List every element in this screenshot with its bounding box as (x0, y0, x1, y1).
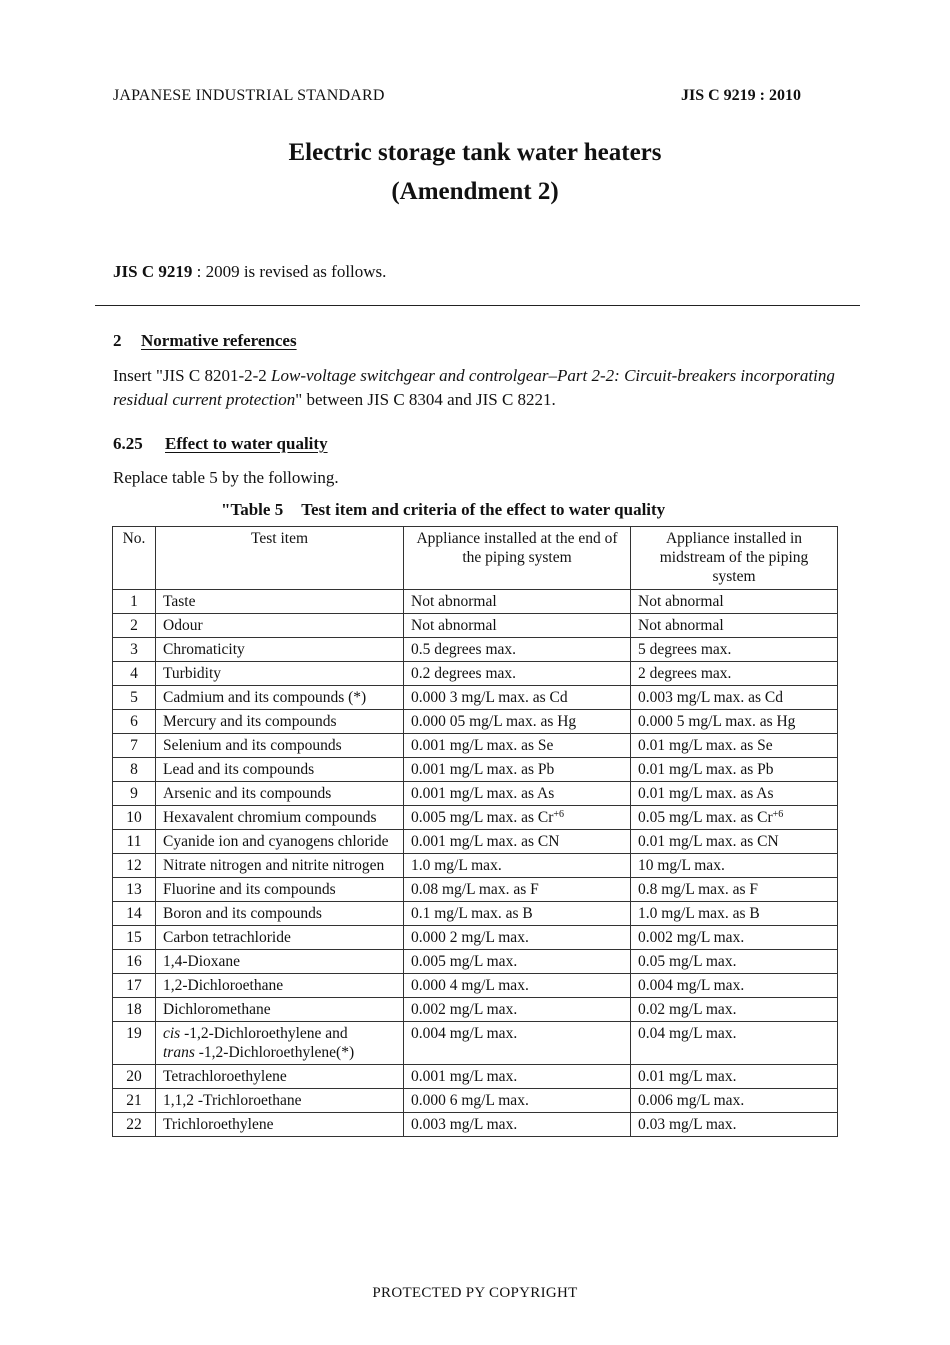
cell-test-item: Mercury and its compounds (156, 710, 404, 734)
cell-no: 7 (113, 734, 156, 758)
table-row (113, 1089, 838, 1113)
header-midstream: Appliance installed in midstream of the piping system (631, 527, 838, 590)
table-row (113, 1022, 838, 1065)
section-6-25-title: Effect to water quality (165, 434, 328, 453)
cell-no: 9 (113, 782, 156, 806)
cell-midstream: 0.01 mg/L max. (631, 1065, 838, 1089)
section-2-heading (113, 331, 297, 351)
cell-midstream: 0.01 mg/L max. as CN (631, 830, 838, 854)
table-row (113, 614, 838, 638)
cell-test-item: Odour (156, 614, 404, 638)
table-row (113, 974, 838, 998)
cell-end-of-piping: 0.003 mg/L max. (404, 1113, 631, 1137)
header-standard-code: JIS C 9219 : 2010 (681, 87, 802, 104)
cell-end-of-piping: 0.004 mg/L max. (404, 1022, 631, 1065)
table-caption-label: "Table 5 (221, 500, 284, 519)
cell-midstream: 0.002 mg/L max. (631, 926, 838, 950)
cell-value: 0.05 mg/L max. as Cr (638, 809, 773, 826)
section-2-text-b: " between JIS C 8304 and JIS C 8221. (295, 390, 556, 409)
cell-test-item: Lead and its compounds (156, 758, 404, 782)
chromium-superscript: +6 (772, 809, 784, 820)
table-row (113, 950, 838, 974)
cell-no: 8 (113, 758, 156, 782)
cell-no: 20 (113, 1065, 156, 1089)
cell-value: 0.005 mg/L max. as Cr (411, 809, 554, 826)
cell-end-of-piping: 0.001 mg/L max. (404, 1065, 631, 1089)
cell-no: 21 (113, 1089, 156, 1113)
cell-end-of-piping (404, 806, 631, 830)
table-row (113, 710, 838, 734)
water-quality-table (112, 526, 838, 1137)
cell-end-of-piping: Not abnormal (404, 590, 631, 614)
cell-end-of-piping: 0.000 2 mg/L max. (404, 926, 631, 950)
cell-test-item: Boron and its compounds (156, 902, 404, 926)
cell-midstream: 0.03 mg/L max. (631, 1113, 838, 1137)
cell-test-item: 1,2-Dichloroethane (156, 974, 404, 998)
table-row (113, 1065, 838, 1089)
cell-midstream: Not abnormal (631, 590, 838, 614)
copyright-footer: PROTECTED PY COPYRIGHT (372, 1285, 578, 1301)
table-row (113, 638, 838, 662)
cell-no: 1 (113, 590, 156, 614)
cell-test-item: Chromaticity (156, 638, 404, 662)
cell-midstream: 1.0 mg/L max. as B (631, 902, 838, 926)
cell-no: 12 (113, 854, 156, 878)
cell-no: 3 (113, 638, 156, 662)
cell-end-of-piping: Not abnormal (404, 614, 631, 638)
header-test-item: Test item (156, 527, 404, 590)
cell-midstream: 0.004 mg/L max. (631, 974, 838, 998)
cell-end-of-piping: 0.08 mg/L max. as F (404, 878, 631, 902)
cell-test-item: Tetrachloroethylene (156, 1065, 404, 1089)
table-row (113, 926, 838, 950)
table-row (113, 902, 838, 926)
section-6-25-paragraph: Replace table 5 by the following. (113, 468, 339, 487)
cell-test-item: Fluorine and its compounds (156, 878, 404, 902)
cell-test-item: 1,1,2 -Trichloroethane (156, 1089, 404, 1113)
cell-test-item (156, 1022, 404, 1065)
trans-prefix: trans (163, 1044, 195, 1061)
cell-no: 2 (113, 614, 156, 638)
cell-midstream: 0.000 5 mg/L max. as Hg (631, 710, 838, 734)
section-6-25-number: 6.25 (113, 434, 143, 453)
table-row (113, 806, 838, 830)
intro-statement (113, 262, 386, 282)
table-header-row (113, 527, 838, 590)
table-row (113, 734, 838, 758)
cell-test-item: Cadmium and its compounds (*) (156, 686, 404, 710)
table-row (113, 878, 838, 902)
cell-midstream: 0.04 mg/L max. (631, 1022, 838, 1065)
cell-end-of-piping: 0.001 mg/L max. as CN (404, 830, 631, 854)
cell-test-item: Dichloromethane (156, 998, 404, 1022)
intro-text: : 2009 is revised as follows. (192, 262, 387, 281)
header-end-of-piping: Appliance installed at the end of the piping system (404, 527, 631, 590)
cell-test-item: Selenium and its compounds (156, 734, 404, 758)
cell-midstream: 0.02 mg/L max. (631, 998, 838, 1022)
cell-no: 22 (113, 1113, 156, 1137)
cell-no: 15 (113, 926, 156, 950)
cell-test-item: 1,4-Dioxane (156, 950, 404, 974)
section-2-paragraph (113, 364, 853, 412)
cell-test-item: Cyanide ion and cyanogens chloride (156, 830, 404, 854)
cell-end-of-piping: 0.002 mg/L max. (404, 998, 631, 1022)
cis-text: -1,2-Dichloroethylene and (180, 1025, 348, 1042)
table-row (113, 830, 838, 854)
table-caption-title: Test item and criteria of the effect to water quality (301, 500, 666, 519)
cell-end-of-piping: 0.000 3 mg/L max. as Cd (404, 686, 631, 710)
cis-prefix: cis (163, 1025, 181, 1042)
cell-end-of-piping: 0.000 6 mg/L max. (404, 1089, 631, 1113)
cell-test-item: Trichloroethylene (156, 1113, 404, 1137)
header-standard-name: JAPANESE INDUSTRIAL STANDARD (113, 87, 385, 104)
cell-end-of-piping: 0.2 degrees max. (404, 662, 631, 686)
cell-end-of-piping: 0.001 mg/L max. as Pb (404, 758, 631, 782)
cell-midstream: 0.003 mg/L max. as Cd (631, 686, 838, 710)
cell-midstream: 0.05 mg/L max. (631, 950, 838, 974)
section-2-text-a: Insert "JIS C 8201-2-2 (113, 366, 272, 385)
table-row (113, 1113, 838, 1137)
cell-test-item: Hexavalent chromium compounds (156, 806, 404, 830)
cell-test-item: Turbidity (156, 662, 404, 686)
chromium-superscript: +6 (553, 809, 564, 820)
cell-end-of-piping: 0.001 mg/L max. as As (404, 782, 631, 806)
cell-test-item: Taste (156, 590, 404, 614)
cell-midstream: 10 mg/L max. (631, 854, 838, 878)
table-row (113, 998, 838, 1022)
cell-no: 14 (113, 902, 156, 926)
cell-no: 10 (113, 806, 156, 830)
document-subtitle: (Amendment 2) (391, 178, 559, 205)
cell-end-of-piping: 0.005 mg/L max. (404, 950, 631, 974)
cell-end-of-piping: 0.5 degrees max. (404, 638, 631, 662)
cell-end-of-piping: 1.0 mg/L max. (404, 854, 631, 878)
table-row (113, 782, 838, 806)
table-row (113, 662, 838, 686)
section-2-title: Normative references (141, 331, 297, 350)
document-title: Electric storage tank water heaters (288, 139, 662, 166)
cell-no: 16 (113, 950, 156, 974)
horizontal-rule (95, 305, 860, 306)
cell-end-of-piping: 0.000 05 mg/L max. as Hg (404, 710, 631, 734)
cell-midstream: 0.01 mg/L max. as Pb (631, 758, 838, 782)
cell-no: 4 (113, 662, 156, 686)
cell-midstream: 0.8 mg/L max. as F (631, 878, 838, 902)
table-row (113, 758, 838, 782)
cell-midstream: 2 degrees max. (631, 662, 838, 686)
intro-code: JIS C 9219 (113, 262, 193, 281)
cell-test-item: Arsenic and its compounds (156, 782, 404, 806)
cell-no: 13 (113, 878, 156, 902)
cell-midstream: 0.01 mg/L max. as As (631, 782, 838, 806)
table-row (113, 686, 838, 710)
table-row (113, 590, 838, 614)
section-2-referenced-title: Low-voltage switchgear and controlgear–Part 2-2: Circuit-breakers incorporating residual current protection (113, 366, 835, 409)
cell-no: 17 (113, 974, 156, 998)
cell-end-of-piping: 0.001 mg/L max. as Se (404, 734, 631, 758)
cell-no: 5 (113, 686, 156, 710)
section-6-25-heading (113, 434, 328, 454)
cell-no: 18 (113, 998, 156, 1022)
cell-end-of-piping: 0.1 mg/L max. as B (404, 902, 631, 926)
header-no: No. (113, 527, 156, 590)
cell-end-of-piping: 0.000 4 mg/L max. (404, 974, 631, 998)
cell-midstream: 0.01 mg/L max. as Se (631, 734, 838, 758)
cell-midstream: 0.006 mg/L max. (631, 1089, 838, 1113)
cell-no: 11 (113, 830, 156, 854)
cell-test-item: Carbon tetrachloride (156, 926, 404, 950)
table-row (113, 854, 838, 878)
cell-test-item: Nitrate nitrogen and nitrite nitrogen (156, 854, 404, 878)
cell-midstream: 5 degrees max. (631, 638, 838, 662)
cell-midstream: Not abnormal (631, 614, 838, 638)
cell-no: 19 (113, 1022, 156, 1065)
table-caption (221, 500, 665, 520)
trans-text: -1,2-Dichloroethylene(*) (194, 1044, 355, 1061)
cell-no: 6 (113, 710, 156, 734)
cell-midstream (631, 806, 838, 830)
section-2-number: 2 (113, 331, 122, 350)
